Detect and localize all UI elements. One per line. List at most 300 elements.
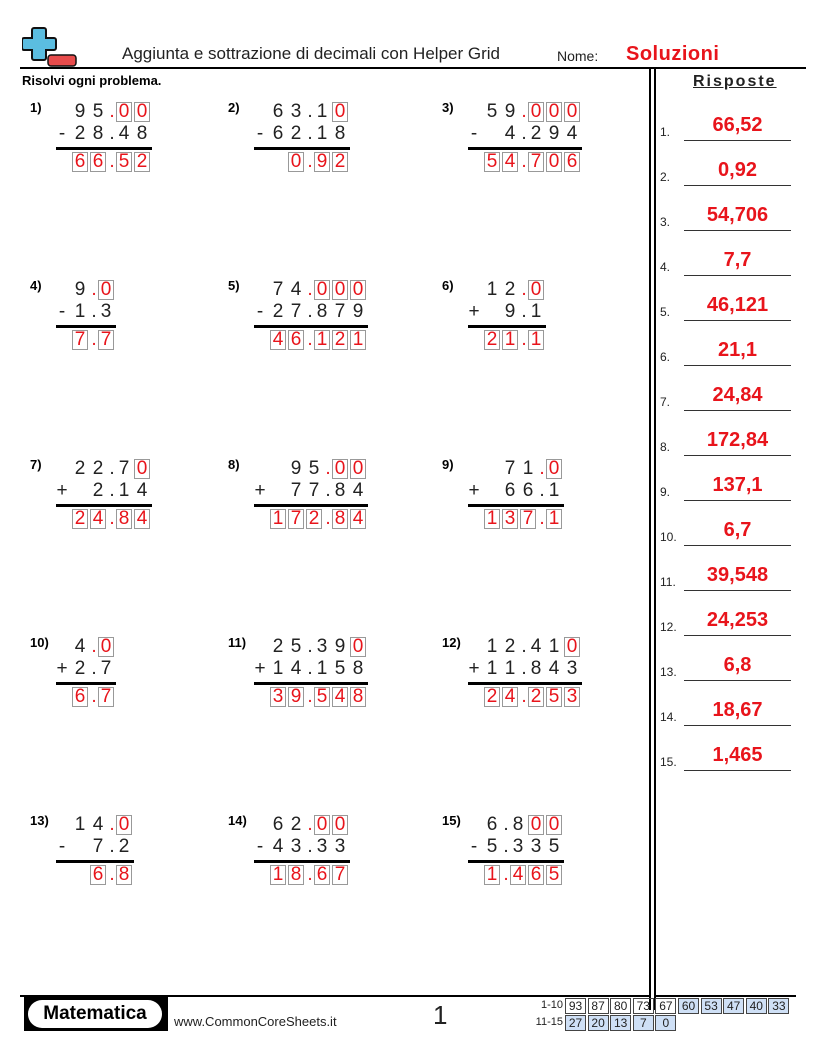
digit: 7 (92, 836, 104, 857)
answer-value: 46,121 (706, 294, 769, 316)
answer-number: 3. (660, 215, 671, 229)
answer-number: 2. (660, 170, 671, 184)
problem-number: 7) (30, 457, 42, 472)
decimal-point: . (91, 279, 97, 300)
digit: 2 (272, 301, 284, 322)
digit: 8 (512, 814, 524, 835)
decimal-point: . (109, 458, 115, 479)
score-cell: 20 (588, 1015, 609, 1031)
problem-number: 3) (442, 100, 454, 115)
header-divider (20, 67, 806, 69)
digit: 9 (74, 101, 86, 122)
result-digit: 4 (510, 865, 526, 885)
result-digit: 7 (520, 509, 536, 529)
problem-14 (228, 813, 408, 933)
digit: 2 (504, 636, 516, 657)
digit: 5 (486, 836, 498, 857)
result-digit: 6 (314, 865, 330, 885)
digit: 3 (316, 636, 328, 657)
problem-3 (442, 100, 622, 220)
score-cell: 93 (565, 998, 586, 1014)
digit: 2 (74, 123, 86, 144)
answer-line (684, 545, 791, 547)
digit: 9 (504, 101, 516, 122)
worksheet-title: Aggiunta e sottrazione di decimali con Helper Grid (122, 44, 500, 63)
problem-number: 13) (30, 813, 49, 828)
decimal-point: . (521, 301, 527, 322)
problem-13 (30, 813, 210, 933)
result-digit: 1 (270, 865, 286, 885)
result-digit: 1 (502, 330, 518, 350)
digit: 1 (118, 480, 130, 501)
sum-line (56, 682, 116, 685)
digit: 6 (272, 101, 284, 122)
helper-zero-box: 0 (98, 637, 114, 657)
answer-row (660, 113, 795, 143)
sum-line (254, 504, 368, 507)
result-digit: 7 (288, 509, 304, 529)
operator-sign: + (468, 658, 480, 679)
problem-1 (30, 100, 210, 220)
digit: 3 (316, 836, 328, 857)
answer-number: 9. (660, 485, 671, 499)
answer-row (660, 338, 795, 368)
digit: 2 (290, 814, 302, 835)
sum-line (56, 325, 116, 328)
digit: 3 (334, 836, 346, 857)
problem-8 (228, 457, 408, 577)
operator-sign: - (470, 123, 478, 144)
digit: 9 (504, 301, 516, 322)
digit: 5 (548, 836, 560, 857)
score-cell: 47 (723, 998, 744, 1014)
decimal-point: . (521, 151, 527, 172)
helper-zero-box: 0 (134, 102, 150, 122)
score-cell: 27 (565, 1015, 586, 1031)
decimal-point: . (325, 480, 331, 501)
decimal-point: . (503, 836, 509, 857)
result-digit: 2 (332, 152, 348, 172)
problem-number: 9) (442, 457, 454, 472)
column-divider (649, 68, 651, 1010)
result-digit: 2 (306, 509, 322, 529)
helper-zero-box: 0 (98, 280, 114, 300)
answer-number: 4. (660, 260, 671, 274)
problem-15 (442, 813, 622, 933)
result-digit: 2 (484, 687, 500, 707)
decimal-point: . (521, 279, 527, 300)
result-digit: 3 (270, 687, 286, 707)
operator-sign: - (58, 301, 66, 322)
sum-line (468, 682, 582, 685)
decimal-point: . (307, 814, 313, 835)
decimal-point: . (307, 836, 313, 857)
result-digit: 4 (502, 687, 518, 707)
digit: 7 (290, 480, 302, 501)
answer-number: 12. (660, 620, 677, 634)
digit: 3 (566, 658, 578, 679)
result-digit: 1 (528, 330, 544, 350)
problem-2 (228, 100, 408, 220)
answer-value: 7,7 (723, 249, 752, 271)
decimal-point: . (521, 686, 527, 707)
result-digit: 5 (546, 687, 562, 707)
decimal-point: . (503, 814, 509, 835)
decimal-point: . (91, 636, 97, 657)
digit: 4 (530, 636, 542, 657)
result-digit: 2 (528, 687, 544, 707)
result-digit: 5 (116, 152, 132, 172)
result-digit: 4 (134, 509, 150, 529)
helper-zero-box: 0 (350, 637, 366, 657)
decimal-point: . (539, 508, 545, 529)
digit: 4 (92, 814, 104, 835)
digit: 7 (504, 458, 516, 479)
result-digit: 0 (546, 152, 562, 172)
operator-sign: + (254, 658, 266, 679)
score-cell: 53 (701, 998, 722, 1014)
operator-sign: - (58, 123, 66, 144)
answer-value: 54,706 (706, 204, 769, 226)
decimal-point: . (325, 508, 331, 529)
result-digit: 2 (134, 152, 150, 172)
helper-zero-box: 0 (332, 102, 348, 122)
instructions: Risolvi ogni problema. (22, 73, 162, 88)
problem-number: 11) (228, 635, 247, 650)
result-digit: 9 (314, 152, 330, 172)
result-digit: 8 (332, 509, 348, 529)
score-range-label: 1-10 (540, 999, 563, 1011)
helper-zero-box: 0 (332, 459, 348, 479)
digit: 6 (522, 480, 534, 501)
operator-sign: - (470, 836, 478, 857)
digit: 7 (290, 301, 302, 322)
answer-line (684, 275, 791, 277)
digit: 4 (118, 123, 130, 144)
problem-number: 6) (442, 278, 454, 293)
result-digit: 8 (288, 865, 304, 885)
digit: 2 (92, 480, 104, 501)
answer-line (684, 455, 791, 457)
problem-number: 12) (442, 635, 461, 650)
result-digit: 6 (528, 865, 544, 885)
digit: 6 (272, 123, 284, 144)
answer-line (684, 590, 791, 592)
answer-row (660, 248, 795, 278)
digit: 3 (100, 301, 112, 322)
result-digit: 5 (484, 152, 500, 172)
problem-10 (30, 635, 210, 755)
decimal-point: . (539, 458, 545, 479)
decimal-point: . (521, 123, 527, 144)
decimal-point: . (109, 508, 115, 529)
digit: 8 (334, 480, 346, 501)
digit: 4 (504, 123, 516, 144)
helper-zero-box: 0 (116, 815, 132, 835)
result-digit: 5 (546, 865, 562, 885)
column-divider (654, 68, 656, 1010)
result-digit: 6 (72, 687, 88, 707)
digit: 1 (74, 301, 86, 322)
helper-zero-box: 0 (528, 280, 544, 300)
answer-row (660, 293, 795, 323)
answer-value: 39,548 (706, 564, 769, 586)
decimal-point: . (521, 101, 527, 122)
score-cell: 73 (633, 998, 654, 1014)
helper-zero-box: 0 (528, 815, 544, 835)
result-digit: 7 (72, 330, 88, 350)
result-digit: 6 (564, 152, 580, 172)
digit: 2 (74, 658, 86, 679)
answer-row (660, 608, 795, 638)
result-digit: 1 (484, 865, 500, 885)
result-digit: 4 (350, 509, 366, 529)
score-cell: 80 (610, 998, 631, 1014)
digit: 9 (290, 458, 302, 479)
digit: 2 (118, 836, 130, 857)
result-digit: 4 (90, 509, 106, 529)
digit: 4 (272, 836, 284, 857)
digit: 4 (548, 658, 560, 679)
problem-11 (228, 635, 408, 755)
answer-value: 18,67 (712, 699, 763, 721)
answer-row (660, 698, 795, 728)
sum-line (468, 504, 564, 507)
helper-zero-box: 0 (546, 815, 562, 835)
helper-zero-box: 0 (314, 280, 330, 300)
helper-zero-box: 0 (350, 280, 366, 300)
answer-value: 6,8 (723, 654, 752, 676)
score-cell: 7 (633, 1015, 654, 1031)
result-digit: 1 (270, 509, 286, 529)
answer-value: 0,92 (718, 159, 757, 181)
digit: 4 (290, 279, 302, 300)
answer-number: 7. (660, 395, 671, 409)
decimal-point: . (521, 658, 527, 679)
answer-line (684, 320, 791, 322)
digit: 9 (352, 301, 364, 322)
helper-zero-box: 0 (134, 459, 150, 479)
decimal-point: . (307, 151, 313, 172)
answer-line (684, 680, 791, 682)
problem-6 (442, 278, 622, 398)
result-digit: 1 (484, 509, 500, 529)
answer-line (684, 635, 791, 637)
answer-line (684, 185, 791, 187)
sum-line (254, 325, 368, 328)
operator-sign: - (58, 836, 66, 857)
score-cell: 40 (746, 998, 767, 1014)
result-digit: 7 (98, 330, 114, 350)
digit: 4 (290, 658, 302, 679)
decimal-point: . (521, 329, 527, 350)
footer-divider (656, 995, 796, 997)
helper-zero-box: 0 (314, 815, 330, 835)
digit: 4 (136, 480, 148, 501)
digit: 2 (530, 123, 542, 144)
problem-number: 5) (228, 278, 240, 293)
result-digit: 6 (90, 152, 106, 172)
digit: 3 (512, 836, 524, 857)
sum-line (254, 147, 350, 150)
answer-number: 11. (660, 575, 676, 589)
sum-line (468, 325, 546, 328)
decimal-point: . (91, 329, 97, 350)
answer-line (684, 230, 791, 232)
score-cell: 0 (655, 1015, 676, 1031)
operator-sign: + (468, 301, 480, 322)
answer-value: 137,1 (712, 474, 763, 496)
problem-number: 8) (228, 457, 240, 472)
answer-number: 1. (660, 125, 671, 139)
answer-row (660, 203, 795, 233)
decimal-point: . (109, 151, 115, 172)
digit: 9 (74, 279, 86, 300)
digit: 2 (504, 279, 516, 300)
answer-line (684, 500, 791, 502)
digit: 6 (486, 814, 498, 835)
answer-line (684, 410, 791, 412)
digit: 5 (486, 101, 498, 122)
digit: 3 (290, 836, 302, 857)
digit: 2 (272, 636, 284, 657)
decimal-point: . (109, 101, 115, 122)
answer-value: 66,52 (712, 114, 763, 136)
helper-zero-box: 0 (116, 102, 132, 122)
digit: 8 (316, 301, 328, 322)
digit: 7 (334, 301, 346, 322)
sum-line (468, 860, 564, 863)
operator-sign: - (256, 301, 264, 322)
sum-line (56, 860, 134, 863)
answer-number: 8. (660, 440, 671, 454)
result-digit: 2 (332, 330, 348, 350)
result-digit: 8 (350, 687, 366, 707)
helper-zero-box: 0 (564, 637, 580, 657)
digit: 1 (272, 658, 284, 679)
answer-row (660, 653, 795, 683)
result-digit: 8 (116, 865, 132, 885)
result-digit: 1 (350, 330, 366, 350)
answer-value: 6,7 (723, 519, 752, 541)
decimal-point: . (325, 458, 331, 479)
answer-value: 172,84 (706, 429, 769, 451)
answer-line (684, 365, 791, 367)
answer-number: 13. (660, 665, 677, 679)
result-digit: 4 (332, 687, 348, 707)
result-digit: 3 (502, 509, 518, 529)
digit: 1 (522, 458, 534, 479)
digit: 1 (548, 480, 560, 501)
digit: 1 (504, 658, 516, 679)
decimal-point: . (503, 864, 509, 885)
result-digit: 7 (332, 865, 348, 885)
answer-number: 15. (660, 755, 677, 769)
result-digit: 3 (564, 687, 580, 707)
score-cell: 13 (610, 1015, 631, 1031)
digit: 3 (290, 101, 302, 122)
digit: 2 (290, 123, 302, 144)
decimal-point: . (307, 686, 313, 707)
problem-number: 15) (442, 813, 461, 828)
digit: 1 (548, 636, 560, 657)
digit: 8 (136, 123, 148, 144)
problem-number: 10) (30, 635, 49, 650)
decimal-point: . (307, 329, 313, 350)
decimal-point: . (109, 480, 115, 501)
digit: 2 (92, 458, 104, 479)
problem-4 (30, 278, 210, 398)
digit: 7 (100, 658, 112, 679)
result-digit: 4 (270, 330, 286, 350)
score-cell: 60 (678, 998, 699, 1014)
result-digit: 7 (528, 152, 544, 172)
digit: 8 (92, 123, 104, 144)
score-range-label: 11-15 (535, 1016, 563, 1028)
result-digit: 9 (288, 687, 304, 707)
digit: 3 (530, 836, 542, 857)
helper-zero-box: 0 (564, 102, 580, 122)
digit: 1 (316, 123, 328, 144)
score-cell: 67 (655, 998, 676, 1014)
digit: 1 (486, 636, 498, 657)
result-digit: 7 (98, 687, 114, 707)
digit: 4 (74, 636, 86, 657)
answer-row (660, 158, 795, 188)
digit: 8 (352, 658, 364, 679)
digit: 4 (352, 480, 364, 501)
digit: 1 (486, 279, 498, 300)
result-digit: 1 (546, 509, 562, 529)
decimal-point: . (109, 123, 115, 144)
problem-number: 14) (228, 813, 247, 828)
decimal-point: . (307, 658, 313, 679)
score-cell: 87 (588, 998, 609, 1014)
name-value: Soluzioni (626, 43, 720, 65)
problem-5 (228, 278, 408, 398)
digit: 8 (334, 123, 346, 144)
digit: 1 (316, 658, 328, 679)
answer-value: 21,1 (718, 339, 757, 361)
digit: 1 (530, 301, 542, 322)
helper-zero-box: 0 (350, 459, 366, 479)
decimal-point: . (307, 123, 313, 144)
helper-zero-box: 0 (332, 280, 348, 300)
decimal-point: . (307, 301, 313, 322)
digit: 8 (530, 658, 542, 679)
answer-row (660, 563, 795, 593)
decimal-point: . (109, 814, 115, 835)
problem-12 (442, 635, 622, 755)
operator-sign: - (256, 836, 264, 857)
decimal-point: . (109, 836, 115, 857)
result-digit: 2 (484, 330, 500, 350)
decimal-point: . (91, 658, 97, 679)
digit: 5 (92, 101, 104, 122)
decimal-point: . (539, 480, 545, 501)
brand-label: Matematica (28, 1000, 162, 1028)
helper-zero-box: 0 (546, 459, 562, 479)
page-number: 1 (433, 1000, 448, 1030)
digit: 2 (74, 458, 86, 479)
answer-line (684, 140, 791, 142)
answer-row (660, 428, 795, 458)
digit: 9 (334, 636, 346, 657)
operator-sign: + (56, 480, 68, 501)
answer-row (660, 383, 795, 413)
digit: 6 (504, 480, 516, 501)
plus-minus-logo-icon (22, 26, 78, 68)
